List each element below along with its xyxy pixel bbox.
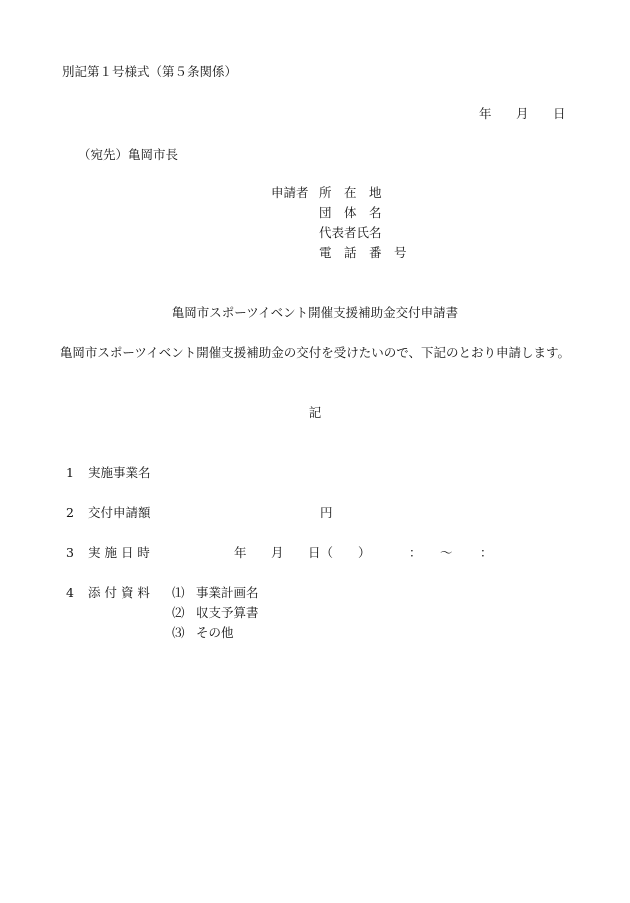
item2-label: 交付申請額 — [88, 505, 151, 520]
ki-heading: 記 — [308, 405, 322, 420]
date-year: 年 — [479, 106, 492, 121]
attachment-1-number: ⑴ — [172, 585, 185, 600]
body-text: 亀岡市スポーツイベント開催支援補助金の交付を受けたいので、下記のとおり申請します。 — [59, 345, 571, 360]
item3-month: 月 — [271, 545, 284, 560]
item2-unit: 円 — [320, 505, 333, 520]
item3-day: 日（ ） — [308, 545, 371, 560]
applicant-field-organization: 団 体 名 — [319, 205, 382, 220]
item1-label: 実施事業名 — [88, 465, 151, 480]
applicant-field-representative: 代表者氏名 — [319, 225, 382, 240]
item3-label: 実 施 日 時 — [88, 545, 150, 560]
applicant-label: 申請者 — [271, 185, 309, 200]
item4-label: 添 付 資 料 — [88, 585, 150, 600]
addressee: （宛先）亀岡市長 — [78, 147, 179, 162]
attachment-2-text: 収支予算書 — [196, 605, 259, 620]
attachment-3-number: ⑶ — [172, 625, 185, 640]
item3-colon-end: ： — [480, 545, 493, 560]
item2-number: 2 — [66, 505, 74, 520]
attachment-2-number: ⑵ — [172, 605, 185, 620]
item3-year: 年 — [234, 545, 247, 560]
applicant-field-address: 所 在 地 — [319, 185, 382, 200]
form-number: 別記第１号様式（第５条関係） — [62, 64, 238, 79]
item3-colon-start: ： — [409, 545, 422, 560]
attachment-1-text: 事業計画名 — [196, 585, 259, 600]
item4-number: 4 — [66, 585, 74, 600]
attachment-3-text: その他 — [196, 625, 234, 640]
item3-number: 3 — [66, 545, 74, 560]
applicant-field-phone: 電 話 番 号 — [319, 245, 407, 260]
item3-tilde: 〜 — [440, 545, 453, 560]
date-month: 月 — [516, 106, 529, 121]
document-title: 亀岡市スポーツイベント開催支援補助金交付申請書 — [171, 305, 459, 320]
date-day: 日 — [553, 106, 566, 121]
item1-number: 1 — [66, 465, 74, 480]
